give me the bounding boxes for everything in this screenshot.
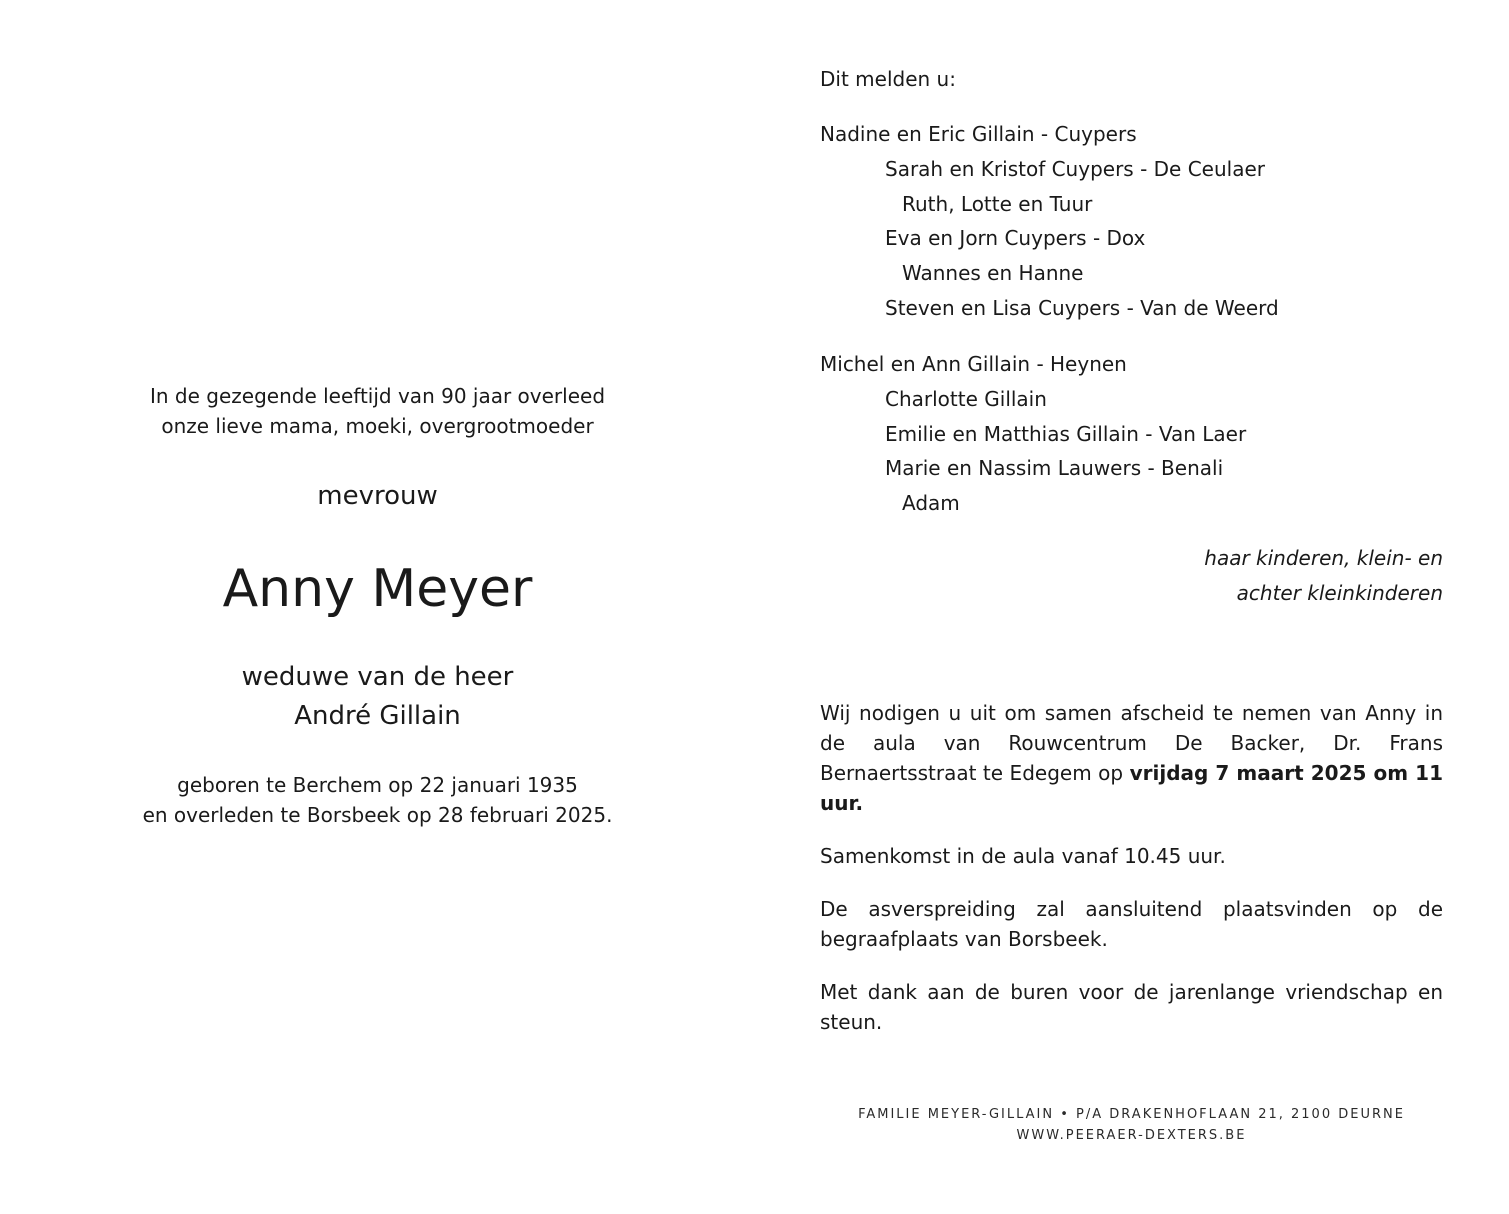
announce-heading: Dit melden u: <box>820 67 956 91</box>
ceremony-info <box>820 698 1443 1060</box>
gathering-paragraph: Samenkomst in de aula vanaf 10.45 uur. <box>820 844 1226 868</box>
invitation-paragraph <box>820 698 1443 818</box>
scattering-paragraph: De asverspreiding zal aansluitend plaatsvinden op de begraafplaats van Borsbeek. <box>820 897 1443 951</box>
relation-line-2: achter kleinkinderen <box>1236 581 1443 605</box>
life-dates <box>0 770 755 830</box>
family-head: Nadine en Eric Gillain - Cuypers <box>820 122 1137 146</box>
ceremony-datetime: vrijdag 7 maart 2025 om 11 uur. <box>820 761 1443 815</box>
family-member: Steven en Lisa Cuypers - Van de Weerd <box>885 295 1279 320</box>
family-member: Eva en Jorn Cuypers - Dox <box>885 226 1146 251</box>
family-group-2 <box>820 347 1443 521</box>
family-member: Ruth, Lotte en Tuur <box>902 191 1093 216</box>
family-group-1 <box>820 117 1443 326</box>
birth-line: geboren te Berchem op 22 januari 1935 <box>177 773 578 797</box>
spouse-name: André Gillain <box>294 701 461 731</box>
relation-line-1: haar kinderen, klein- en <box>1204 546 1443 570</box>
intro-text <box>0 381 755 441</box>
family-member: Adam <box>902 491 960 516</box>
invitation-text: Wij nodigen u uit om samen afscheid te nemen van Anny in de aula van Rouwcentrum De Backer, Dr. Frans Bernaertsstraat te Edegem op <box>820 701 1443 785</box>
honorific: mevrouw <box>317 481 438 511</box>
family-member: Wannes en Hanne <box>902 261 1084 286</box>
death-line: en overleden te Borsbeek op 28 februari 2025. <box>142 803 613 827</box>
family-member: Charlotte Gillain <box>885 386 1047 411</box>
relation-signature <box>1204 541 1443 611</box>
intro-line-2: onze lieve mama, moeki, overgrootmoeder <box>161 414 594 438</box>
footer-address: FAMILIE MEYER-GILLAIN • P/A DRAKENHOFLAAN 21, 2100 DEURNE <box>858 1107 1405 1122</box>
footer-website: WWW.PEERAER-DEXTERS.BE <box>1016 1128 1247 1143</box>
intro-line-1: In de gezegende leeftijd van 90 jaar overleed <box>149 384 606 408</box>
family-member: Emilie en Matthias Gillain - Van Laer <box>885 421 1247 446</box>
family-member: Marie en Nassim Lauwers - Benali <box>885 456 1224 481</box>
thanks-paragraph: Met dank aan de buren voor de jarenlange vriendschap en steun. <box>820 980 1443 1034</box>
right-panel <box>820 0 1443 1214</box>
widow-line-1: weduwe van de heer <box>241 662 514 692</box>
family-member: Sarah en Kristof Cuypers - De Ceulaer <box>885 156 1265 181</box>
footer <box>820 1104 1443 1146</box>
deceased-name: Anny Meyer <box>222 559 533 619</box>
family-head: Michel en Ann Gillain - Heynen <box>820 352 1127 376</box>
widow-text <box>0 658 755 736</box>
